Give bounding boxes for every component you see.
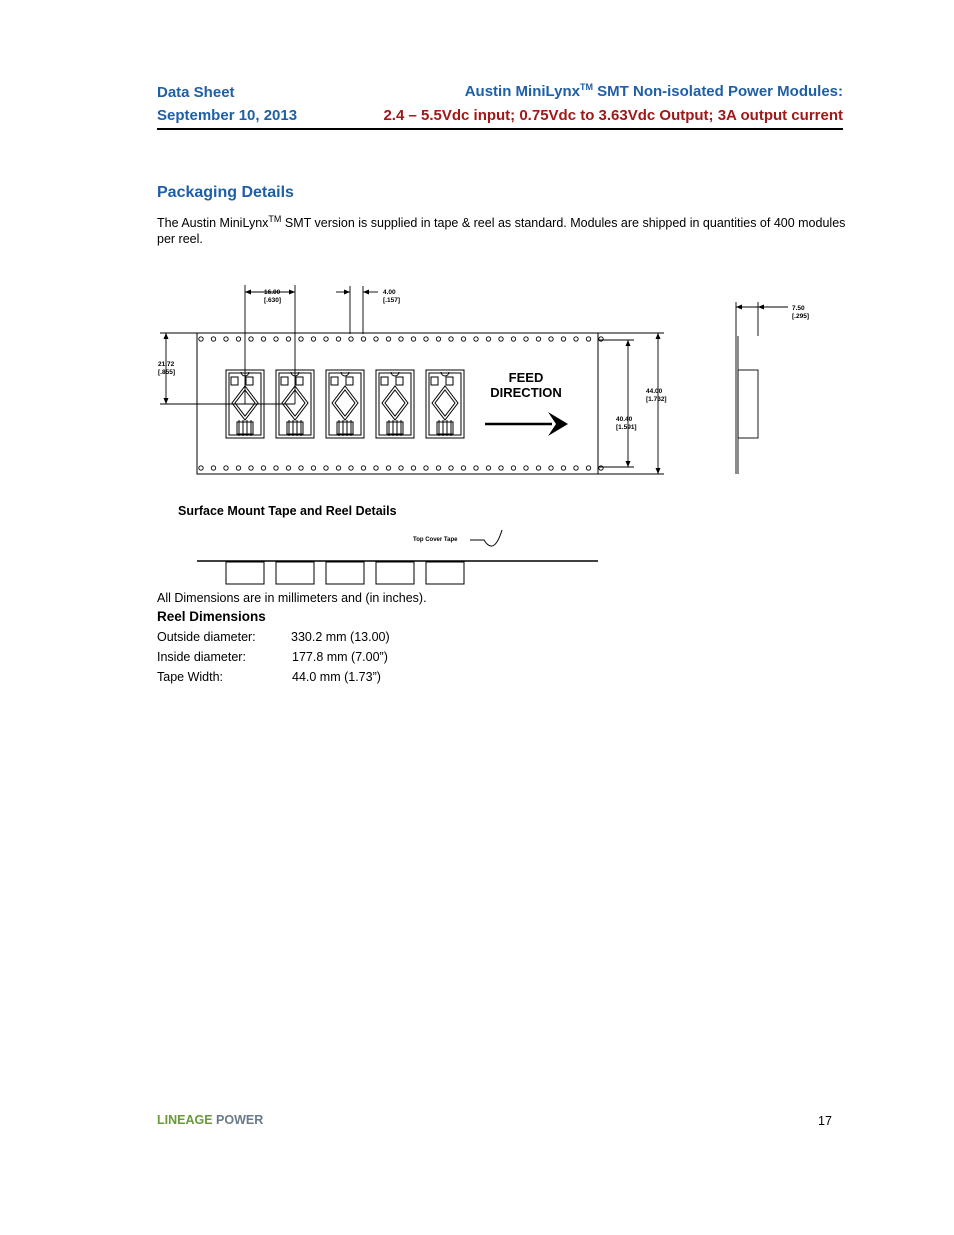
sprocket-hole: [236, 466, 240, 470]
sprocket-hole: [286, 466, 290, 470]
sprocket-hole: [599, 466, 603, 470]
product-specs: 2.4 – 5.5Vdc input; 0.75Vdc to 3.63Vdc Output; 3A output current: [383, 107, 843, 124]
sprocket-hole: [261, 337, 265, 341]
reel-title: Reel Dimensions: [157, 609, 266, 624]
sprocket-hole: [511, 466, 515, 470]
sprocket-hole: [474, 466, 478, 470]
sprocket-hole: [549, 466, 553, 470]
cover-tape-label: Top Cover Tape: [413, 537, 458, 543]
brand-power: POWER: [212, 1113, 264, 1127]
side-pockets: [226, 562, 464, 584]
sprocket-hole: [586, 337, 590, 341]
sprocket-hole: [424, 466, 428, 470]
brand-lineage: LINEAGE: [157, 1113, 213, 1127]
sprocket-hole: [261, 466, 265, 470]
sprocket-hole: [574, 466, 578, 470]
section-title: Packaging Details: [157, 184, 294, 201]
sprocket-hole: [374, 337, 378, 341]
reel-row-value: 177.8 mm (7.00”): [292, 650, 388, 664]
sprocket-hole: [399, 466, 403, 470]
sprocket-hole: [561, 337, 565, 341]
feed-label-line1: FEED: [508, 370, 544, 385]
sprocket-hole: [336, 337, 340, 341]
sprocket-hole: [311, 466, 315, 470]
dim-pitch-label: 16.00: [264, 289, 281, 296]
reel-row-value: 330.2 mm (13.00): [291, 630, 390, 644]
dim-inner-inch-label: [1.591]: [616, 424, 637, 431]
sprocket-hole: [411, 337, 415, 341]
doc-type: Data Sheet: [157, 84, 235, 101]
sprocket-hole: [599, 337, 603, 341]
sprocket-hole: [486, 337, 490, 341]
sprocket-hole: [436, 337, 440, 341]
sprocket-hole: [324, 466, 328, 470]
sprocket-hole: [524, 337, 528, 341]
dim-offset-label: 21.72: [158, 361, 175, 368]
dim-inner-label: 40.40: [616, 416, 633, 423]
reel-row-label: Inside diameter:: [157, 650, 246, 664]
sprocket-hole: [386, 337, 390, 341]
sprocket-hole: [411, 466, 415, 470]
dim-width-inch-label: [1.732]: [646, 396, 667, 403]
sprocket-hole: [449, 337, 453, 341]
side-pocket: [276, 562, 314, 584]
sprocket-hole: [536, 337, 540, 341]
sprocket-hole: [499, 466, 503, 470]
intro-text-pre: The Austin MiniLynx: [157, 216, 269, 231]
sprocket-hole: [199, 466, 203, 470]
sprocket-hole: [211, 466, 215, 470]
sprocket-hole: [361, 466, 365, 470]
product-subtitle: SMT Non-isolated Power Modules:: [592, 83, 843, 100]
sprocket-hole: [511, 337, 515, 341]
side-pocket: [226, 562, 264, 584]
sprocket-hole: [199, 337, 203, 341]
sprocket-holes: [199, 337, 603, 470]
sprocket-hole: [374, 466, 378, 470]
sprocket-hole: [299, 466, 303, 470]
sprocket-hole: [436, 466, 440, 470]
sprocket-hole: [211, 337, 215, 341]
dim-hole-label: 4.00: [383, 289, 396, 296]
footer-brand: [157, 1113, 263, 1127]
sprocket-hole: [424, 337, 428, 341]
intro-text-post: SMT version is supplied in tape & reel as standard. Modules are shipped in quantities of 400 modules per reel.: [157, 216, 846, 247]
sprocket-hole: [586, 466, 590, 470]
sprocket-hole: [224, 466, 228, 470]
reel-row-value: 44.0 mm (1.73”): [292, 670, 381, 684]
sprocket-hole: [549, 337, 553, 341]
component-pocket: [426, 370, 464, 438]
sprocket-hole: [361, 337, 365, 341]
reel-row-label: Outside diameter:: [157, 630, 256, 644]
sprocket-hole: [499, 337, 503, 341]
sprocket-hole: [236, 337, 240, 341]
sprocket-hole: [474, 337, 478, 341]
component-pocket: [376, 370, 414, 438]
page-number: 17: [818, 1114, 832, 1128]
sprocket-hole: [386, 466, 390, 470]
diagram-caption: Surface Mount Tape and Reel Details: [178, 504, 397, 518]
sprocket-hole: [324, 337, 328, 341]
dim-width-label: 44.00: [646, 388, 663, 395]
component-pocket: [326, 370, 364, 438]
side-pocket: [376, 562, 414, 584]
dim-offset-inch-label: [.855]: [158, 369, 175, 376]
dim-pitch-inch-label: [.630]: [264, 297, 281, 304]
doc-date: September 10, 2013: [157, 107, 298, 124]
sprocket-hole: [249, 337, 253, 341]
sprocket-hole: [349, 337, 353, 341]
dim-hole-inch-label: [.157]: [383, 297, 400, 304]
sprocket-hole: [274, 337, 278, 341]
sprocket-hole: [449, 466, 453, 470]
sprocket-hole: [299, 337, 303, 341]
sprocket-hole: [274, 466, 278, 470]
sprocket-hole: [536, 466, 540, 470]
sprocket-hole: [461, 466, 465, 470]
intro-trademark: TM: [268, 214, 282, 224]
sprocket-hole: [461, 337, 465, 341]
reel-row-label: Tape Width:: [157, 670, 224, 684]
trademark-sup: TM: [579, 82, 593, 92]
tape-reel-diagram: [0, 0, 954, 600]
sprocket-hole: [561, 466, 565, 470]
feed-label-line2: DIRECTION: [490, 385, 562, 400]
dimension-note: All Dimensions are in millimeters and (in inches).: [157, 591, 427, 605]
sprocket-hole: [349, 466, 353, 470]
product-name: Austin MiniLynx: [464, 83, 580, 100]
side-pocket: [326, 562, 364, 584]
sprocket-hole: [336, 466, 340, 470]
side-pocket: [426, 562, 464, 584]
sprocket-hole: [249, 466, 253, 470]
sprocket-hole: [486, 466, 490, 470]
sprocket-hole: [311, 337, 315, 341]
sprocket-hole: [574, 337, 578, 341]
dim-depth-label: 7.50: [792, 305, 805, 312]
dim-depth-inch-label: [.295]: [792, 313, 809, 320]
sprocket-hole: [286, 337, 290, 341]
sprocket-hole: [224, 337, 228, 341]
sprocket-hole: [399, 337, 403, 341]
sprocket-hole: [524, 466, 528, 470]
